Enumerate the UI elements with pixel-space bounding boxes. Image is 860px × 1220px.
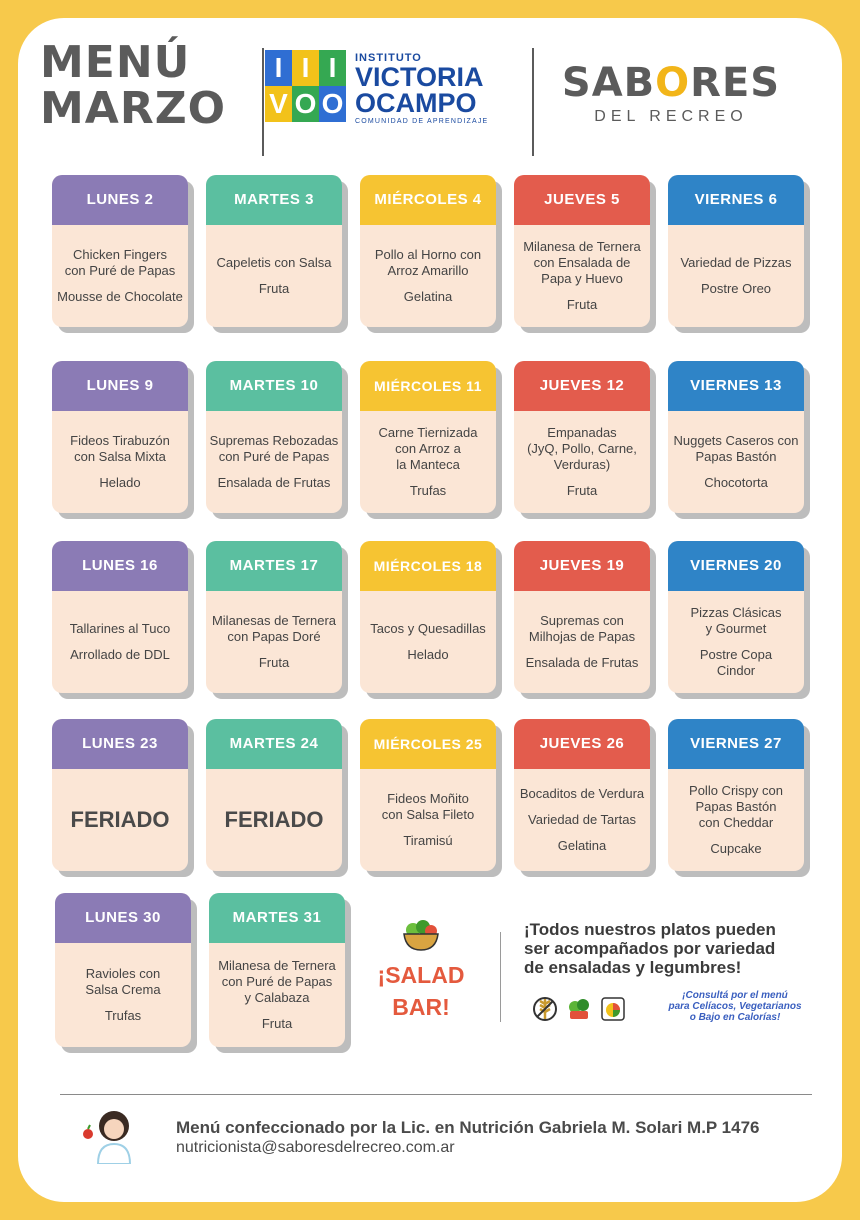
menu-dish: Fruta <box>566 297 598 312</box>
institute-name-2: OCAMPO <box>355 88 477 118</box>
day-header: MIÉRCOLES 25 <box>360 719 496 769</box>
nutritionist-credit: Menú confeccionado por la Lic. en Nutrición Gabriela M. Solari M.P 1476 <box>176 1118 760 1137</box>
salad-bar-line-2: BAR! <box>392 994 450 1020</box>
day-menu <box>668 591 804 693</box>
menu-dish: Fruta <box>566 483 598 498</box>
menu-dish: Fruta <box>258 655 290 670</box>
ivo-cell: I <box>265 50 292 86</box>
day-menu <box>360 591 496 693</box>
day-header: JUEVES 26 <box>514 719 650 769</box>
day-header: LUNES 16 <box>52 541 188 591</box>
menu-dish: Helado <box>99 475 141 490</box>
day-card <box>360 719 496 871</box>
day-header: VIERNES 20 <box>668 541 804 591</box>
day-header: MARTES 24 <box>206 719 342 769</box>
day-card <box>206 719 342 871</box>
day-header: JUEVES 19 <box>514 541 650 591</box>
menu-dish: Trufas <box>409 483 447 498</box>
vegetables-icon <box>566 996 592 1022</box>
menu-dish: Gelatina <box>557 838 607 853</box>
salad-bar-badge <box>366 918 476 1021</box>
ivo-cell: V <box>265 86 292 122</box>
day-header: VIERNES 6 <box>668 175 804 225</box>
day-menu <box>52 769 188 871</box>
menu-dish: Postre Oreo <box>700 281 772 296</box>
page-title <box>40 37 230 134</box>
menu-dish: Variedad de Tartas <box>528 812 636 827</box>
menu-dish: Cupcake <box>710 841 762 856</box>
menu-dish: Supremas Rebozadas con Puré de Papas <box>209 433 339 464</box>
day-card <box>52 541 188 693</box>
day-header: MARTES 10 <box>206 361 342 411</box>
day-header: MARTES 17 <box>206 541 342 591</box>
brand-name-left: SAB <box>561 60 656 106</box>
footer-divider <box>60 1094 812 1095</box>
menu-dish: Supremas con Milhojas de Papas <box>528 613 636 644</box>
day-header: VIERNES 13 <box>668 361 804 411</box>
dietary-note-line-2: para Celíacos, Vegetarianos <box>668 1001 802 1012</box>
menu-dish: Nuggets Caseros con Papas Bastón <box>673 433 799 464</box>
day-card <box>52 175 188 327</box>
day-menu <box>514 225 650 327</box>
menu-dish: Arrollado de DDL <box>70 647 170 662</box>
menu-dish: Fruta <box>261 1016 293 1031</box>
day-card <box>668 719 804 871</box>
menu-dish: Ensalada de Frutas <box>217 475 331 490</box>
day-header: LUNES 23 <box>52 719 188 769</box>
institute-name-1: VICTORIA <box>355 62 484 92</box>
day-menu <box>206 225 342 327</box>
day-card <box>206 175 342 327</box>
day-card <box>206 361 342 513</box>
day-menu <box>55 943 191 1047</box>
menu-dish: Milanesa de Ternera con Ensalada de Papa y Huevo <box>523 239 641 286</box>
brand-subtitle: DEL RECREO <box>594 108 748 125</box>
menu-dish: Pollo al Horno con Arroz Amarillo <box>374 247 482 278</box>
day-menu <box>360 411 496 513</box>
header-divider <box>262 48 264 156</box>
menu-dish: Chicken Fingers con Puré de Papas <box>64 247 176 278</box>
dietary-note <box>660 990 810 1023</box>
day-card <box>514 175 650 327</box>
menu-dish: Mousse de Chocolate <box>57 289 183 304</box>
menu-dish: Tiramisú <box>403 833 453 848</box>
institute-label: INSTITUTO <box>355 52 422 64</box>
menu-dish: Milanesas de Ternera con Papas Doré <box>211 613 337 644</box>
day-card <box>360 361 496 513</box>
holiday-label: FERIADO <box>224 807 324 832</box>
menu-dish: Chocotorta <box>704 475 768 490</box>
day-menu <box>52 225 188 327</box>
day-menu <box>514 591 650 693</box>
day-card <box>360 541 496 693</box>
day-card <box>52 719 188 871</box>
day-header: JUEVES 12 <box>514 361 650 411</box>
day-menu <box>668 225 804 327</box>
title-line-1: MENÚ <box>40 37 191 88</box>
day-menu <box>514 769 650 871</box>
institute-tagline: COMUNIDAD DE APRENDIZAJE <box>355 118 489 125</box>
day-menu <box>206 591 342 693</box>
day-menu <box>360 225 496 327</box>
day-header: MIÉRCOLES 4 <box>360 175 496 225</box>
gluten-free-icon <box>532 996 558 1022</box>
nutritionist-avatar <box>80 1104 140 1164</box>
day-menu <box>206 411 342 513</box>
contact-email[interactable]: nutricionista@saboresdelrecreo.com.ar <box>176 1139 455 1156</box>
day-card <box>514 719 650 871</box>
menu-dish: Variedad de Pizzas <box>680 255 792 270</box>
menu-dish: Pollo Crispy con Papas Bastón con Cheddar <box>689 783 783 830</box>
day-card <box>668 541 804 693</box>
day-card <box>209 893 345 1047</box>
brand-bowl-letter: O <box>655 60 691 106</box>
brand-logo <box>540 60 802 126</box>
salad-bar-line-1: ¡SALAD <box>377 962 465 988</box>
menu-dish: Milanesa de Ternera con Puré de Papas y Calabaza <box>218 958 336 1005</box>
menu-dish: Fruta <box>258 281 290 296</box>
menu-dish: Capeletis con Salsa <box>216 255 332 270</box>
day-card <box>206 541 342 693</box>
menu-dish: Postre Copa Cindor <box>699 647 773 678</box>
calorie-chart-icon <box>600 996 626 1022</box>
day-header: LUNES 30 <box>55 893 191 943</box>
day-menu <box>668 411 804 513</box>
day-card <box>668 361 804 513</box>
menu-dish: Empanadas (JyQ, Pollo, Carne, Verduras) <box>527 425 637 472</box>
ivo-cell: I <box>319 50 346 86</box>
day-header: LUNES 9 <box>52 361 188 411</box>
day-card <box>52 361 188 513</box>
menu-dish: Tacos y Quesadillas <box>370 621 486 636</box>
ivo-logo-mark <box>265 50 347 122</box>
day-menu <box>360 769 496 871</box>
menu-dish: Bocaditos de Verdura <box>519 786 645 801</box>
menu-dish: Trufas <box>104 1008 142 1023</box>
promo-line-3: de ensaladas y legumbres! <box>524 958 742 977</box>
day-header: LUNES 2 <box>52 175 188 225</box>
day-header: MIÉRCOLES 18 <box>360 541 496 591</box>
menu-dish: Helado <box>407 647 449 662</box>
day-card <box>360 175 496 327</box>
holiday-label: FERIADO <box>70 807 170 832</box>
menu-dish: Ravioles con Salsa Crema <box>85 966 161 997</box>
ivo-cell: O <box>319 86 346 122</box>
menu-dish: Fideos Tirabuzón con Salsa Mixta <box>70 433 170 464</box>
menu-dish: Fideos Moñito con Salsa Fileto <box>381 791 475 822</box>
institute-logo <box>265 50 510 142</box>
salad-bowl-icon <box>401 918 441 952</box>
day-card <box>55 893 191 1047</box>
menu-dish: Carne Tiernizada con Arroz a la Manteca <box>378 425 478 472</box>
menu-dish: Ensalada de Frutas <box>525 655 639 670</box>
brand-name-right: RES <box>690 60 781 106</box>
header-divider <box>532 48 534 156</box>
day-card <box>514 361 650 513</box>
day-card <box>514 541 650 693</box>
menu-dish: Gelatina <box>403 289 453 304</box>
ivo-cell: O <box>292 86 319 122</box>
dietary-note-line-3: o Bajo en Calorías! <box>689 1012 781 1023</box>
day-card <box>668 175 804 327</box>
brand-name <box>540 60 802 106</box>
day-header: MIÉRCOLES 11 <box>360 361 496 411</box>
promo-line-1: ¡Todos nuestros platos pueden <box>524 920 776 939</box>
day-menu <box>206 769 342 871</box>
day-header: MARTES 31 <box>209 893 345 943</box>
dietary-note-line-1: ¡Consultá por el menú <box>682 990 788 1001</box>
day-menu <box>52 411 188 513</box>
menu-dish: Pizzas Clásicas y Gourmet <box>690 605 782 636</box>
day-menu <box>52 591 188 693</box>
ivo-cell: I <box>292 50 319 86</box>
day-header: VIERNES 27 <box>668 719 804 769</box>
promo-block <box>524 920 808 1023</box>
menu-dish: Tallarines al Tuco <box>69 621 171 636</box>
day-header: JUEVES 5 <box>514 175 650 225</box>
promo-divider <box>500 932 501 1022</box>
title-line-2: MARZO <box>40 83 227 134</box>
day-menu <box>514 411 650 513</box>
day-header: MARTES 3 <box>206 175 342 225</box>
day-menu <box>209 943 345 1047</box>
day-menu <box>668 769 804 871</box>
promo-line-2: ser acompañados por variedad <box>524 939 776 958</box>
